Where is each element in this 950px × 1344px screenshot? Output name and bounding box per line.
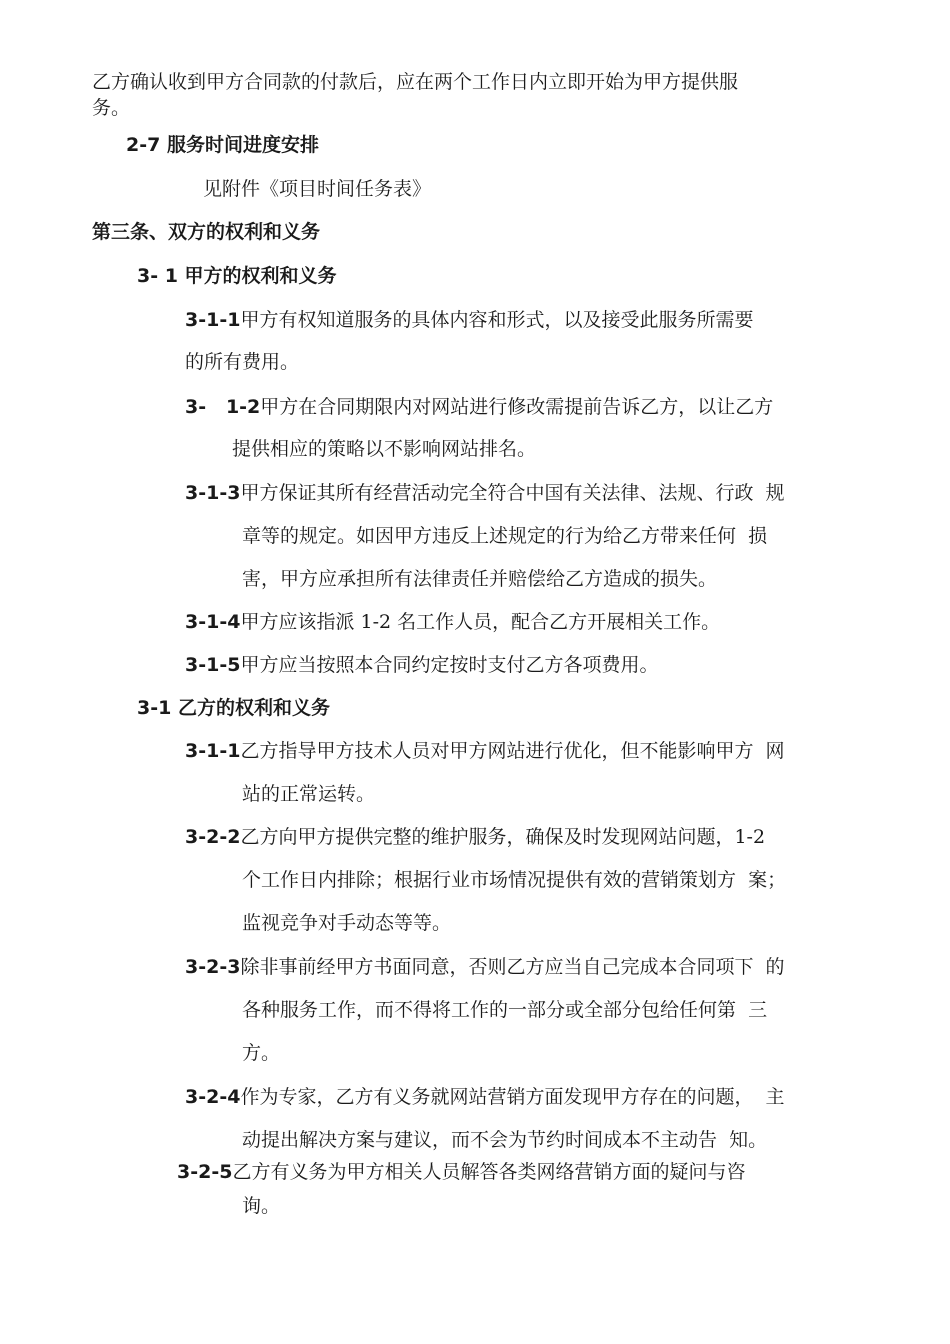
clause-text: 乙方向甲方提供完整的维护服务，确保及时发现网站问题，1-2 (240, 826, 766, 848)
clause-3-1-3 (185, 481, 785, 505)
clause-text: 甲方有权知道服务的具体内容和形式，以及接受此服务所需要 (240, 309, 754, 331)
clause-3-2-1 (185, 739, 785, 763)
clause-number: 3-2-3 (185, 956, 241, 978)
clause-3-1-2 (185, 395, 773, 419)
clause-3-2-2 (185, 825, 765, 849)
clause-text: 甲方应该指派 1-2 名工作人员，配合乙方开展相关工作。 (240, 611, 721, 633)
intro-line-2: 务。 (92, 97, 131, 119)
section-3-2-heading: 3-1 乙方的权利和义务 (137, 697, 330, 719)
clause-3-2-3 (185, 955, 785, 979)
clause-number: 3-2-5 (177, 1161, 233, 1183)
clause-number: 3-1-1 (185, 309, 241, 331)
clause-3-1-2-cont: 提供相应的策略以不影响网站排名。 (232, 438, 537, 460)
clause-3-1-1-cont: 的所有费用。 (185, 351, 300, 373)
section-3-1-heading: 3- 1 甲方的权利和义务 (137, 265, 337, 287)
clause-3-2-3-cont-2: 方。 (242, 1042, 281, 1064)
clause-text: 甲方保证其所有经营活动完全符合中国有关法律、法规、行政 规 (240, 482, 785, 504)
clause-number: 3-2-2 (185, 826, 241, 848)
clause-number: 3-1-3 (185, 482, 241, 504)
clause-number: 3-1-5 (185, 654, 241, 676)
clause-3-1-1 (185, 308, 753, 332)
clause-text: 甲方在合同期限内对网站进行修改需提前告诉乙方，以让乙方 (260, 396, 774, 418)
clause-3-1-3-cont-1: 章等的规定。如因甲方违反上述规定的行为给乙方带来任何 损 (242, 525, 768, 547)
clause-3-2-5 (177, 1160, 745, 1184)
clause-number: 3-1-1 (185, 740, 241, 762)
clause-text: 作为专家，乙方有义务就网站营销方面发现甲方存在的问题， 主 (240, 1086, 785, 1108)
clause-3-2-4 (185, 1085, 785, 1109)
article-3-heading: 第三条、双方的权利和义务 (92, 221, 321, 243)
clause-text: 乙方指导甲方技术人员对甲方网站进行优化，但不能影响甲方 网 (240, 740, 785, 762)
clause-3-2-5-cont: 询。 (242, 1195, 281, 1217)
clause-3-2-1-cont: 站的正常运转。 (242, 783, 376, 805)
clause-3-2-4-cont: 动提出解决方案与建议，而不会为节约时间成本不主动告 知。 (242, 1129, 768, 1151)
intro-line-1: 乙方确认收到甲方合同款的付款后，应在两个工作日内立即开始为甲方提供服 (92, 71, 739, 93)
section-2-7-body: 见附件《项目时间任务表》 (203, 178, 432, 200)
clause-3-2-3-cont-1: 各种服务工作，而不得将工作的一部分或全部分包给任何第 三 (242, 999, 768, 1021)
clause-text: 除非事前经甲方书面同意，否则乙方应当自己完成本合同项下 的 (240, 956, 785, 978)
clause-number: 3- 1-2 (185, 396, 261, 418)
clause-3-1-3-cont-2: 害，甲方应承担所有法律责任并赔偿给乙方造成的损失。 (242, 568, 718, 590)
section-2-7-heading: 2-7 服务时间进度安排 (126, 134, 319, 156)
clause-number: 3-1-4 (185, 611, 241, 633)
clause-3-2-2-cont-1: 个工作日内排除；根据行业市场情况提供有效的营销策划方 案； (242, 869, 787, 891)
clause-3-1-4 (185, 610, 720, 634)
clause-text: 乙方有义务为甲方相关人员解答各类网络营销方面的疑问与咨 (232, 1161, 746, 1183)
clause-text: 甲方应当按照本合同约定按时支付乙方各项费用。 (240, 654, 659, 676)
clause-3-2-2-cont-2: 监视竞争对手动态等等。 (242, 912, 452, 934)
clause-3-1-5 (185, 653, 658, 677)
clause-number: 3-2-4 (185, 1086, 241, 1108)
